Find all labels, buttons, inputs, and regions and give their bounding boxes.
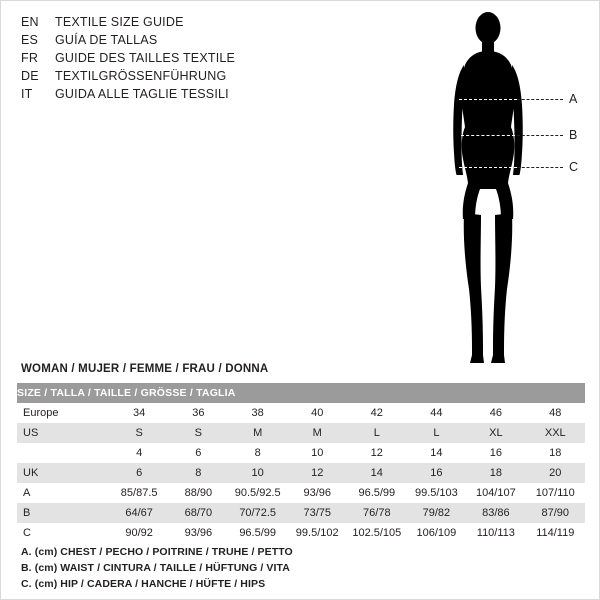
chest-measure-line-body	[459, 99, 517, 100]
cell: 104/107	[466, 483, 525, 503]
cell: 18	[466, 463, 525, 483]
table-row	[17, 443, 585, 463]
cell: 16	[466, 443, 525, 463]
table-row	[17, 523, 585, 543]
hip-measure-leader	[517, 167, 563, 168]
language-code-en: EN	[21, 15, 39, 29]
title-row-it	[21, 87, 351, 105]
cell: 87/90	[526, 503, 585, 523]
cell: 36	[169, 403, 228, 423]
language-code-fr: FR	[21, 51, 39, 65]
cell: 12	[287, 463, 347, 483]
measure-label-c: C	[569, 160, 579, 174]
cell: 14	[347, 463, 407, 483]
cell: 85/87.5	[109, 483, 168, 503]
cell: 96.5/99	[347, 483, 407, 503]
waist-measure-line-body	[461, 135, 515, 136]
title-row-de	[21, 69, 351, 87]
cell: 114/119	[526, 523, 585, 543]
cell: 44	[407, 403, 467, 423]
row-label-us-numeric	[17, 443, 109, 463]
row-label-us: US	[17, 423, 109, 443]
measure-label-b: B	[569, 128, 578, 142]
title-text-it: GUIDA ALLE TAGLIE TESSILI	[55, 87, 229, 101]
cell: 48	[526, 403, 585, 423]
female-body-silhouette	[431, 7, 551, 367]
cell: 14	[407, 443, 467, 463]
table-row	[17, 503, 585, 523]
cell: 18	[526, 443, 585, 463]
title-text-en: TEXTILE SIZE GUIDE	[55, 15, 184, 29]
cell: 76/78	[347, 503, 407, 523]
cell: 38	[228, 403, 288, 423]
cell: M	[228, 423, 288, 443]
hip-measure-line-body	[459, 167, 517, 168]
measure-label-a: A	[569, 92, 578, 106]
note-c: C. (cm) HIP / CADERA / HANCHE / HÜFTE / HIPS	[21, 578, 266, 590]
row-label-uk: UK	[17, 463, 109, 483]
title-row-es	[21, 33, 351, 51]
cell: 79/82	[407, 503, 467, 523]
cell: 34	[109, 403, 168, 423]
cell: 16	[407, 463, 467, 483]
cell: 102.5/105	[347, 523, 407, 543]
table-row	[17, 483, 585, 503]
measurement-notes	[21, 544, 293, 592]
row-label-a: A	[17, 483, 109, 503]
cell: 6	[169, 443, 228, 463]
row-label-b: B	[17, 503, 109, 523]
cell: L	[407, 423, 467, 443]
size-table	[17, 383, 585, 543]
cell: 20	[526, 463, 585, 483]
section-heading-woman: WOMAN / MUJER / FEMME / FRAU / DONNA	[21, 363, 269, 375]
title-text-fr: GUIDE DES TAILLES TEXTILE	[55, 51, 236, 65]
cell: S	[109, 423, 168, 443]
cell: 106/109	[407, 523, 467, 543]
waist-measure-leader	[517, 135, 563, 136]
cell: 64/67	[109, 503, 168, 523]
silhouette-svg	[431, 7, 551, 367]
cell: 10	[228, 463, 288, 483]
cell: 110/113	[466, 523, 525, 543]
cell: 90.5/92.5	[228, 483, 288, 503]
title-block	[21, 15, 351, 105]
cell: 8	[228, 443, 288, 463]
cell: 83/86	[466, 503, 525, 523]
title-text-de: TEXTILGRÖSSENFÜHRUNG	[55, 69, 227, 83]
cell: 8	[169, 463, 228, 483]
language-code-de: DE	[21, 69, 39, 83]
chest-measure-leader	[517, 99, 563, 100]
cell: S	[169, 423, 228, 443]
cell: 88/90	[169, 483, 228, 503]
cell: 40	[287, 403, 347, 423]
cell: 10	[287, 443, 347, 463]
cell: 12	[347, 443, 407, 463]
title-row-en	[21, 15, 351, 33]
cell: 99.5/103	[407, 483, 467, 503]
cell: 93/96	[169, 523, 228, 543]
cell: 6	[109, 463, 168, 483]
cell: XXL	[526, 423, 585, 443]
cell: 107/110	[526, 483, 585, 503]
cell: 4	[109, 443, 168, 463]
cell: 68/70	[169, 503, 228, 523]
cell: XL	[466, 423, 525, 443]
cell: M	[287, 423, 347, 443]
note-a: A. (cm) CHEST / PECHO / POITRINE / TRUHE / PETTO	[21, 546, 293, 558]
cell: 99.5/102	[287, 523, 347, 543]
title-text-es: GUÍA DE TALLAS	[55, 33, 158, 47]
cell: 70/72.5	[228, 503, 288, 523]
language-code-it: IT	[21, 87, 33, 101]
cell: 46	[466, 403, 525, 423]
cell: L	[347, 423, 407, 443]
table-row	[17, 423, 585, 443]
note-b: B. (cm) WAIST / CINTURA / TAILLE / HÜFTUNG / VITA	[21, 562, 290, 574]
language-code-es: ES	[21, 33, 39, 47]
table-header-label: SIZE / TALLA / TAILLE / GRÖSSE / TAGLIA	[17, 383, 585, 403]
row-label-c: C	[17, 523, 109, 543]
row-label-europe: Europe	[17, 403, 109, 423]
table-row	[17, 403, 585, 423]
cell: 93/96	[287, 483, 347, 503]
cell: 90/92	[109, 523, 168, 543]
title-row-fr	[21, 51, 351, 69]
cell: 96.5/99	[228, 523, 288, 543]
cell: 42	[347, 403, 407, 423]
table-header-row	[17, 383, 585, 403]
table-row	[17, 463, 585, 483]
cell: 73/75	[287, 503, 347, 523]
